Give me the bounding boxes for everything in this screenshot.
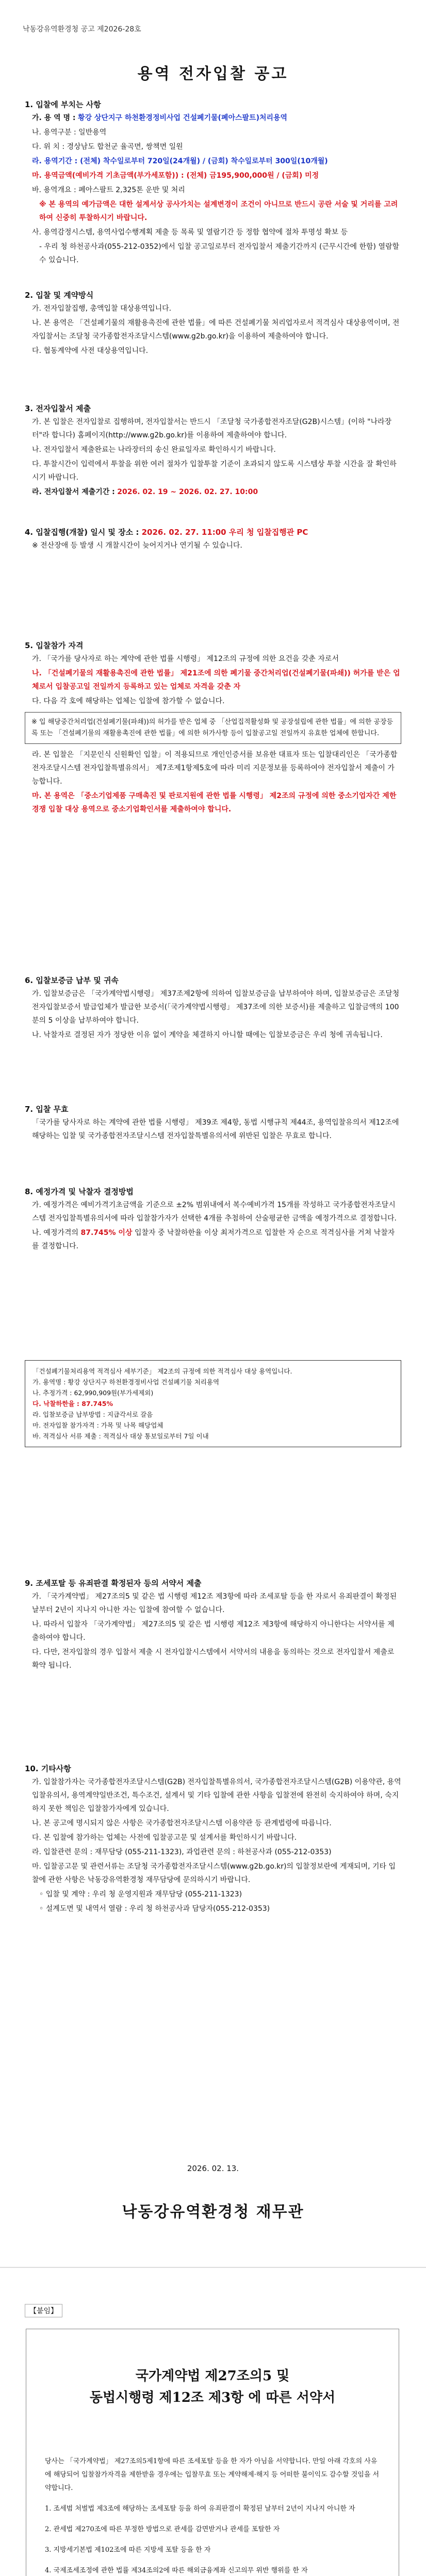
note-price: ※ 본 용역의 예가금액은 대한 설계서상 공사가치는 설계변경이 조건이 아니므로 반드시 공란 서술 및 거리를 고려하여 신중히 투찰하시기 바랍니다.	[39, 200, 398, 222]
announcement-date: 2026. 02. 13.	[187, 2164, 239, 2173]
page-divider	[0, 2267, 426, 2268]
section-8-a: 가. 예정가격은 예비가격기초금액을 기준으로 ±2% 범위내에서 복수예비가격 15개를 작성하고 국가종합전자조달시스템 전자입찰특별유의서에 따라 입찰참가자가 선택한 4개를 추첨하여 산술평균한 금액을 예정가격으로 결정합니다.	[32, 1201, 397, 1223]
bid-submission-period: 라. 전자입찰서 제출기간 : 2026. 02. 19 ~ 2026. 02. 27. 10:00	[32, 488, 258, 496]
service-review-detail: - 우리 청 하천공사과(055-212-0352)에서 입찰 공고일로부터 전자입찰서 제출기간까지 (근무시간에 한함) 열람할 수 있습니다.	[39, 243, 400, 264]
pledge-item: 1. 조세범 처벌법 제3조에 해당하는 조세포탈 등을 하여 유죄판결이 확정된 날부터 2년이 지나지 아니한 자	[45, 2505, 355, 2513]
service-amount: 마. 용역금액(예비가격 기초금액(부가세포함)) : (전체) 금195,900,000원 / (금회) 미정	[32, 172, 319, 180]
section-5-b: 나. 「건설폐기물의 재활용촉진에 관한 법률」 제21조에 의한 폐기물 중간처리업(건설폐기물(파쇄)) 허가를 받은 업체로서 입찰공고일 전일까지 등록하고 있는 업체로 자격을 갖춘 자	[32, 669, 400, 691]
section-2-a: 가. 전자입찰집행, 총액입찰 대상용역입니다.	[32, 304, 172, 313]
section-9-a: 가. 「국가계약법」 제27조의5 및 같은 법 시행령 제12조 제3항에 따라 조세포탈 등을 한 자로서 유죄판결이 확정된 날부터 2년이 지나지 아니한 자는 입찰에 참여할 수 없습니다.	[32, 1592, 397, 1614]
eligibility-box	[25, 1360, 401, 1447]
service-location: 다. 위 치 : 경상남도 합천군 율곡면, 쌍책면 일원	[32, 143, 183, 151]
eligibility-line: 나. 추정가격 : 62,990,909원(부가세제외)	[32, 1389, 154, 1397]
section-10-c: 다. 본 입찰에 참가하는 업체는 사전에 입찰공고문 및 설계서를 확인하시기 바랍니다.	[32, 1834, 297, 1842]
qualification-note-box: ※ 입 해당중간처리업(건설폐기물(파쇄))의 허가를 받은 업체 중 「산업집적활성화 및 공장설립에 관한 법률」에 의한 공장등록 또는 「건설폐기물의 재활용촉진에 관한 법률」에 의한 허가사항 등이 입찰공고일 전일까지 유효한 업체에 한합니다.	[25, 712, 401, 744]
attachment-label: 【붙임】	[25, 2304, 62, 2317]
eligibility-line: 가. 용역명 : 황강 상단지구 하천환경정비사업 건설폐기물 처리용역	[32, 1378, 220, 1386]
section-10-d: 라. 입찰관련 문의 : 재무담당 (055-211-1323), 과업관련 문의 : 하천공사과 (055-212-0353)	[32, 1848, 332, 1856]
section-10-b: 나. 본 공고에 명시되지 않은 사항은 국가종합전자조달시스템 이용약관 등 관계법령에 따릅니다.	[32, 1819, 332, 1827]
service-review: 사. 용역감정시스템, 용역사업수행계획 제출 등 목록 및 열람기간 등 정함 협약에 절차 투명성 확보 등	[32, 228, 348, 236]
service-period: 라. 용역기간 : (전체) 착수일로부터 720일(24개월) / (금회) 착수일로부터 300일(10개월)	[32, 157, 328, 165]
section-3-heading: 3. 전자입찰서 제출	[25, 404, 91, 413]
service-overview: 바. 용역개요 : 폐아스팔트 2,325톤 운반 및 처리	[32, 186, 185, 194]
service-name: 가. 용 역 명 : 황강 상단지구 하천환경정비사업 건설폐기물(폐아스팔트)처리용역	[32, 114, 288, 122]
section-7-a: 「국가를 당사자로 하는 계약에 관한 법률 시행령」 제39조 제4항, 동법 시행규칙 제44조, 용역입찰유의서 제12조에 해당하는 입찰 및 국가종합전자조달시스템 전자입찰특별유의서에 위반된 입찰은 무효로 합니다.	[32, 1118, 399, 1140]
eligibility-line: 다. 낙찰하한율 : 87.745%	[32, 1400, 113, 1408]
pledge-item: 2. 관세법 제270조에 따른 부정한 방법으로 관세를 감면받거나 관세를 포탈한 자	[45, 2526, 280, 2533]
section-9	[25, 1577, 401, 1673]
page-title: 용역 전자입찰 공고	[137, 65, 289, 83]
pledge-item: 4. 국제조세조정에 관한 법률 제34조의2에 따른 해외금융계좌 신고의무 위반 행위를 한 자	[45, 2567, 308, 2574]
section-5-heading: 5. 입찰참가 자격	[25, 641, 84, 650]
eligibility-line: 마. 전자입찰 참가자격 : 가목 및 나목 해당업체	[32, 1421, 163, 1429]
section-2-c: 다. 협동계약에 사전 대상용역입니다.	[32, 347, 149, 355]
section-6	[25, 974, 401, 1043]
section-4-note: ※ 전산장애 등 발생 시 개찰시간이 늦어지거나 연기될 수 있습니다.	[32, 541, 242, 550]
section-3-c: 다. 투찰시간이 입력에서 투찰을 위한 여러 절차가 입찰투찰 기준이 초과되지 않도록 시스템상 투찰 시간을 잘 확인하시기 바랍니다.	[32, 460, 397, 482]
pledge-form-body	[45, 2448, 380, 2576]
section-10-e: 마. 입찰공고문 및 관련서류는 조달청 국가종합전자조달시스템(www.g2b.go.kr)의 입찰정보란에 게재되며, 기타 입찰에 관한 사항은 낙동강유역환경청 재무담당에 문의하시기 바랍니다.	[32, 1862, 396, 1884]
section-6-a: 가. 입찰보증금은 「국가계약법시행령」 제37조제2항에 의하여 입찰보증금을 납부하여야 하며, 입찰보증금은 조달청 전자입찰보증서 발급업체가 발급한 보증서(「국가계약법시행령」 제37조에 의한 보증서)를 제출하고 입찰금액의 100분의 5 이상을 납부하여야 합니다.	[32, 990, 400, 1025]
pledge-item: 3. 지방세기본법 제102조에 따른 지방세 포탈 등을 한 자	[45, 2546, 211, 2554]
eligibility-line: 라. 입찰보증금 납부방법 : 지급각서로 갈음	[32, 1411, 153, 1418]
section-10	[25, 1762, 401, 1917]
section-5-a: 가. 「국가를 당사자로 하는 계약에 관한 법률 시행령」 제12조의 규정에 의한 요건을 갖춘 자로서	[32, 655, 339, 663]
section-7	[25, 1103, 401, 1144]
section-3-b: 나. 전자입찰서 제출완료는 나라장터의 송신 완료일자로 확인하시기 바랍니다.	[32, 446, 276, 454]
section-5-d: 라. 본 입찰은 「지문인식 신원확인 입찰」이 적용되므로 개인인증서를 보유한 대표자 또는 입찰대리인은 「국가종합전자조달시스템 전자입찰특별유의서」 제7조제1항제5호에 따라 미리 지문정보를 등록하여야 전자입찰서 제출이 가능합니다.	[32, 751, 398, 786]
section-4	[25, 526, 401, 553]
section-10-f: ◦ 입찰 및 계약 : 우리 청 운영지원과 재무담당 (055-211-1323)	[39, 1890, 242, 1899]
section-10-g: ◦ 설계도면 및 내역서 열람 : 우리 청 하천공사과 담당자(055-212-0353)	[39, 1905, 270, 1913]
issuing-agency: 낙동강유역환경청 재무관	[122, 2203, 304, 2221]
section-5	[25, 639, 401, 817]
service-type: 나. 용역구분 : 일반용역	[32, 128, 107, 137]
section-8-heading: 8. 예정가격 및 낙찰자 결정방법	[25, 1187, 134, 1196]
section-1	[25, 98, 401, 268]
eligibility-box-wrapper	[25, 1360, 401, 1447]
pledge-form	[26, 2329, 399, 2576]
section-5-e: 마. 본 용역은 「중소기업제품 구매촉진 및 판로지원에 관한 법률 시행령」 제2조의 규정에 의한 중소기업자간 제한경쟁 입찰 대상 용역으로 중소기업확인서를 제출하여야 합니다.	[32, 792, 397, 814]
section-10-heading: 10. 기타사항	[25, 1764, 71, 1773]
pledge-form-title: 국가계약법 제27조의5 및 동법시행령 제12조 제3항 에 따른 서약서	[89, 2368, 336, 2405]
section-2-heading: 2. 입찰 및 계약방식	[25, 291, 94, 300]
opening-schedule: 4. 입찰집행(개찰) 일시 및 장소 : 2026. 02. 27. 11:00 우리 청 입찰집행관 PC	[25, 528, 308, 537]
eligibility-line: 바. 적격심사 서류 제출 : 적격심사 대상 통보일로부터 7일 이내	[32, 1432, 209, 1440]
section-6-heading: 6. 입찰보증금 납부 및 귀속	[25, 976, 119, 985]
section-9-heading: 9. 조세포탈 등 유죄판결 확정된자 등의 서약서 제출	[25, 1579, 202, 1588]
pledge-intro: 당사는 「국가계약법」 제27조의5제1항에 따른 조세포탈 등을 한 자가 아님을 서약합니다. 만일 아래 각호의 사유에 해당되어 입찰참가자격을 제한받을 경우에는 입찰무효 또는 계약해제·해지 등 어떠한 불이익도 감수할 것임을 서약합니다.	[45, 2458, 380, 2492]
section-3-a: 가. 본 입찰은 전자입찰로 집행하며, 전자입찰서는 반드시 「조달청 국가종합전자조달(G2B)시스템」(이하 "나라장터"라 합니다) 홈페이지(http://www.g2b.go.kr)를 이용하여 제출하여야 합니다.	[32, 418, 392, 439]
section-9-c: 다. 다만, 전자입찰의 경우 입찰서 제출 시 전자입찰시스템에서 서약서의 내용을 동의하는 것으로 전자입찰서 제출로 확약 됩니다.	[32, 1648, 395, 1670]
section-9-b: 나. 따라서 입찰자 「국가계약법」 제27조의5 및 같은 법 시행령 제12조 제3항에 해당하지 아니한다는 서약서를 제출하여야 합니다.	[32, 1620, 395, 1642]
eligibility-line: 「건설폐기물처리용역 적격심사 세부기준」 제2조의 규정에 의한 적격심사 대상 용역입니다.	[32, 1367, 292, 1375]
section-1-heading: 1. 입찰에 부치는 사항	[25, 100, 101, 109]
section-7-heading: 7. 입찰 무효	[25, 1105, 69, 1114]
section-10-a: 가. 입찰참가자는 국가종합전자조달시스템(G2B) 전자입찰특별유의서, 국가종합전자조달시스템(G2B) 이용약관, 용역입찰유의서, 용역계약일반조건, 특수조건, 설계서 및 기타 입찰에 관한 사항을 입찰전에 완전히 숙지하여야 하며, 숙지하지 못한 책임은 입찰참가자에게 있습니다.	[32, 1778, 401, 1813]
section-2	[25, 289, 401, 359]
section-3	[25, 402, 401, 500]
document-number: 낙동강유역환경청 공고 제2026-28호	[23, 25, 141, 33]
section-2-b: 나. 본 용역은 「건설폐기물의 재활용촉진에 관한 법률」에 따른 건설폐기물 처리업자로서 적격심사 대상용역이며, 전자입찰서는 조달청 국가종합전자조달시스템(www.g2b.go.kr)을 이용하여 제출하여야 합니다.	[32, 319, 400, 341]
section-8-b: 나. 예정가격의 87.745% 이상 입찰자 중 낙찰하한율 이상 최저가격으로 입찰한 자 순으로 적격심사를 거쳐 낙찰자를 결정합니다.	[32, 1229, 395, 1250]
section-8	[25, 1185, 401, 1254]
section-6-b: 나. 낙찰자로 결정된 자가 정당한 이유 없이 계약을 체결하지 아니할 때에는 입찰보증금은 우리 청에 귀속됩니다.	[32, 1031, 383, 1039]
section-5-c: 다. 다음 각 호에 해당하는 업체는 입찰에 참가할 수 없습니다.	[32, 697, 225, 705]
